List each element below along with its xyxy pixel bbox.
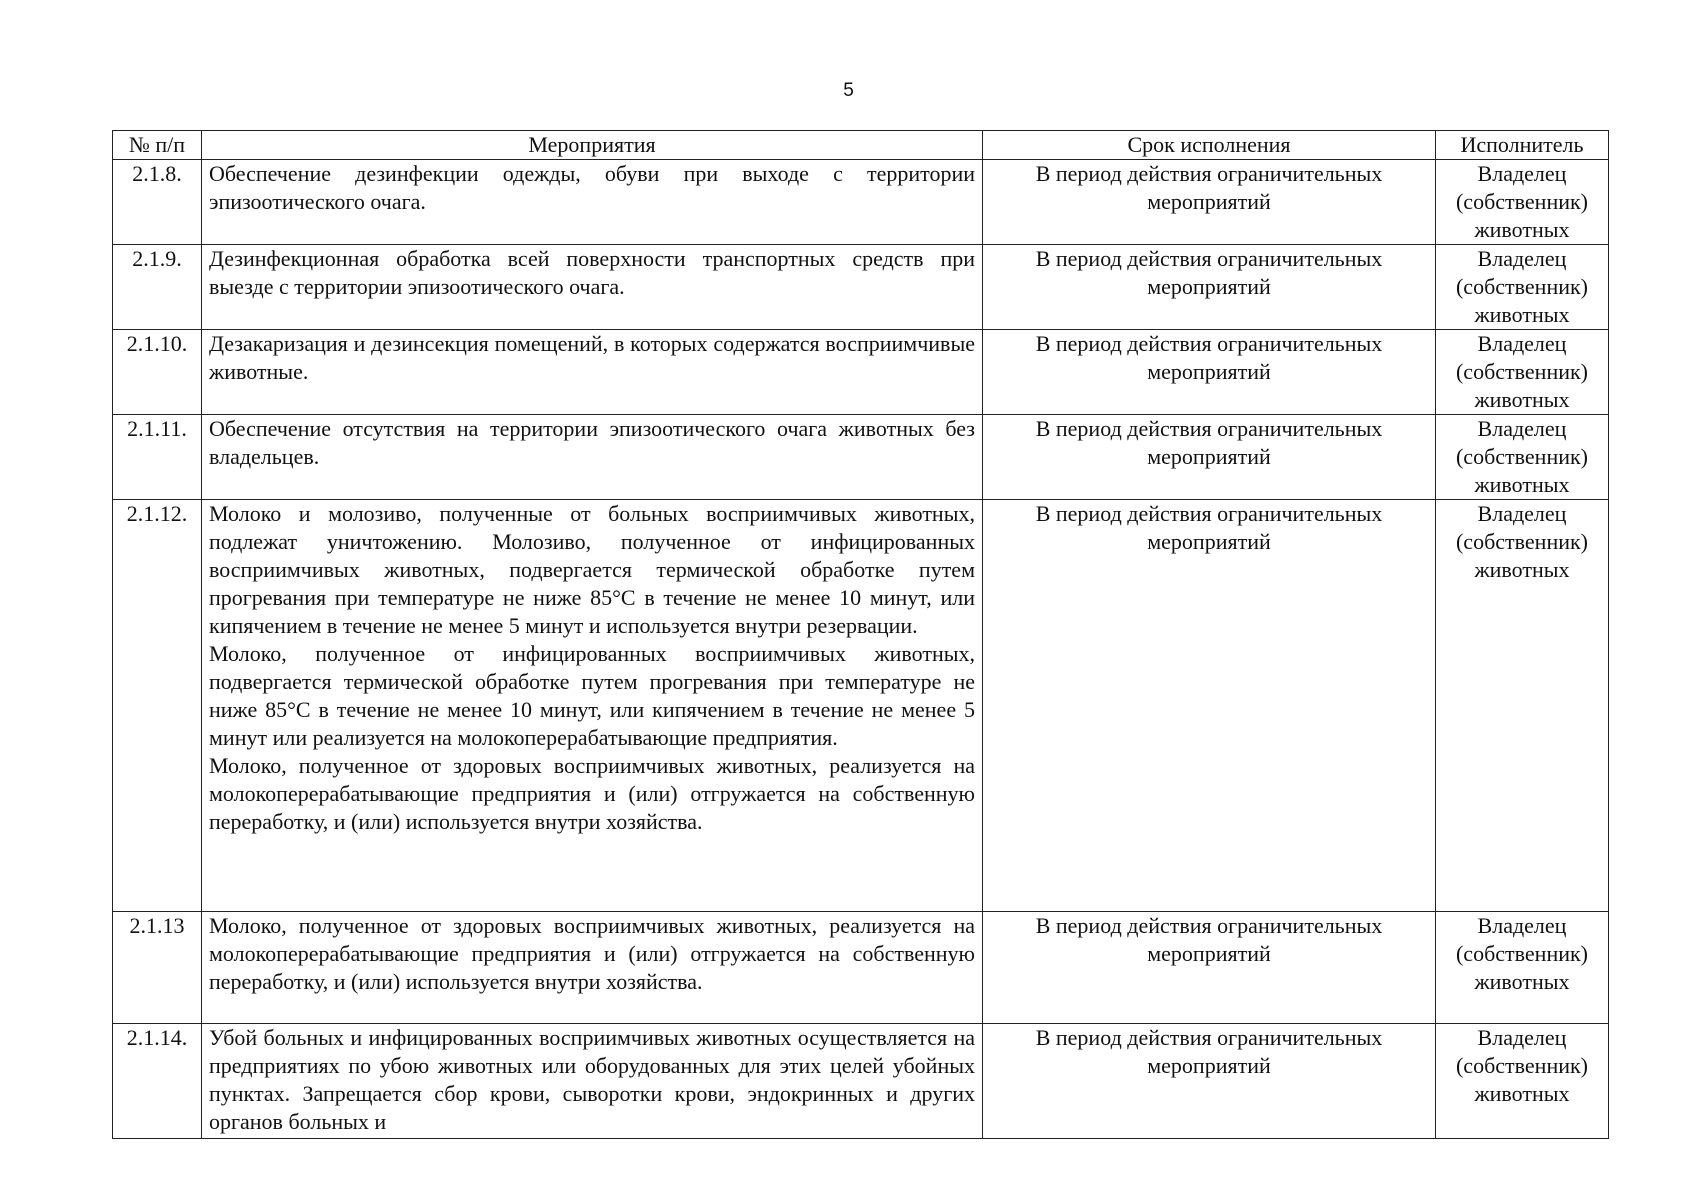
row-number: 2.1.13 bbox=[113, 912, 202, 1024]
table-row bbox=[113, 500, 1609, 912]
table-row bbox=[113, 1024, 1609, 1139]
row-number: 2.1.9. bbox=[113, 245, 202, 330]
activity-paragraph: Молоко, полученное от здоровых восприимчивых животных, реализуется на молокоперерабатывающие предприятия и (или) отгружается на собственную переработку, и (или) используется внутри хозяйства. bbox=[209, 913, 975, 994]
activity-paragraph: Молоко, полученное от здоровых восприимчивых животных, реализуется на молокоперерабатывающие предприятия и (или) отгружается на собственную переработку, и (или) используется внутри хозяйства. bbox=[209, 753, 975, 834]
activity-cell bbox=[202, 415, 983, 500]
activity-paragraph: Дезакаризация и дезинсекция помещений, в которых содержатся восприимчивые животные. bbox=[209, 331, 975, 384]
activity-cell bbox=[202, 330, 983, 415]
table-row bbox=[113, 245, 1609, 330]
activity-paragraph: Дезинфекционная обработка всей поверхности транспортных средств при выезде с территории эпизоотического очага. bbox=[209, 246, 975, 299]
measures-table bbox=[112, 130, 1609, 1139]
executor-cell: Владелец (собственник) животных bbox=[1436, 912, 1609, 1024]
activity-cell bbox=[202, 912, 983, 1024]
term-cell: В период действия ограничительных мероприятий bbox=[983, 330, 1436, 415]
term-cell: В период действия ограничительных мероприятий bbox=[983, 500, 1436, 912]
executor-cell: Владелец (собственник) животных bbox=[1436, 330, 1609, 415]
header-executor: Исполнитель bbox=[1436, 131, 1609, 160]
row-number: 2.1.8. bbox=[113, 160, 202, 245]
row-number: 2.1.10. bbox=[113, 330, 202, 415]
table-row bbox=[113, 330, 1609, 415]
term-cell: В период действия ограничительных мероприятий bbox=[983, 245, 1436, 330]
row-number: 2.1.12. bbox=[113, 500, 202, 912]
row-number: 2.1.14. bbox=[113, 1024, 202, 1139]
term-cell: В период действия ограничительных мероприятий bbox=[983, 1024, 1436, 1139]
header-term: Срок исполнения bbox=[983, 131, 1436, 160]
activity-paragraph: Обеспечение отсутствия на территории эпизоотического очага животных без владельцев. bbox=[209, 416, 975, 469]
executor-cell: Владелец (собственник) животных bbox=[1436, 1024, 1609, 1139]
activity-paragraph: Молоко, полученное от инфицированных восприимчивых животных, подвергается термической обработке путем прогревания при температуре не ниже 85°С в течение не менее 10 минут, или кипячением в течение не менее 5 минут или реализуется на молокоперерабатывающие предприятия. bbox=[209, 641, 975, 750]
activity-cell bbox=[202, 245, 983, 330]
table-row bbox=[113, 912, 1609, 1024]
executor-cell: Владелец (собственник) животных bbox=[1436, 415, 1609, 500]
row-number: 2.1.11. bbox=[113, 415, 202, 500]
term-cell: В период действия ограничительных мероприятий bbox=[983, 912, 1436, 1024]
table-row bbox=[113, 415, 1609, 500]
activity-paragraph: Обеспечение дезинфекции одежды, обуви при выходе с территории эпизоотического очага. bbox=[209, 161, 975, 214]
term-cell: В период действия ограничительных мероприятий bbox=[983, 160, 1436, 245]
table-header-row bbox=[113, 131, 1609, 160]
activity-paragraph: Убой больных и инфицированных восприимчивых животных осуществляется на предприятиях по убою животных или оборудованных для этих целей убойных пунктах. Запрещается сбор крови, сыворотки крови, эндокринных и других органов больных и bbox=[209, 1025, 975, 1134]
term-cell: В период действия ограничительных мероприятий bbox=[983, 415, 1436, 500]
activity-cell bbox=[202, 500, 983, 912]
header-activity: Мероприятия bbox=[202, 131, 983, 160]
header-num: № п/п bbox=[113, 131, 202, 160]
executor-cell: Владелец (собственник) животных bbox=[1436, 500, 1609, 912]
table-row bbox=[113, 160, 1609, 245]
executor-cell: Владелец (собственник) животных bbox=[1436, 160, 1609, 245]
executor-cell: Владелец (собственник) животных bbox=[1436, 245, 1609, 330]
activity-paragraph: Молоко и молозиво, полученные от больных восприимчивых животных, подлежат уничтожению. Молозиво, полученное от инфицированных восприимчивых животных, подвергается термической обработке путем прогревания при температуре не ниже 85°С в течение не менее 10 минут, или кипячением в течение не менее 5 минут и используется внутри резервации. bbox=[209, 501, 975, 638]
activity-cell bbox=[202, 1024, 983, 1139]
page-number: 5 bbox=[843, 80, 854, 101]
activity-cell bbox=[202, 160, 983, 245]
